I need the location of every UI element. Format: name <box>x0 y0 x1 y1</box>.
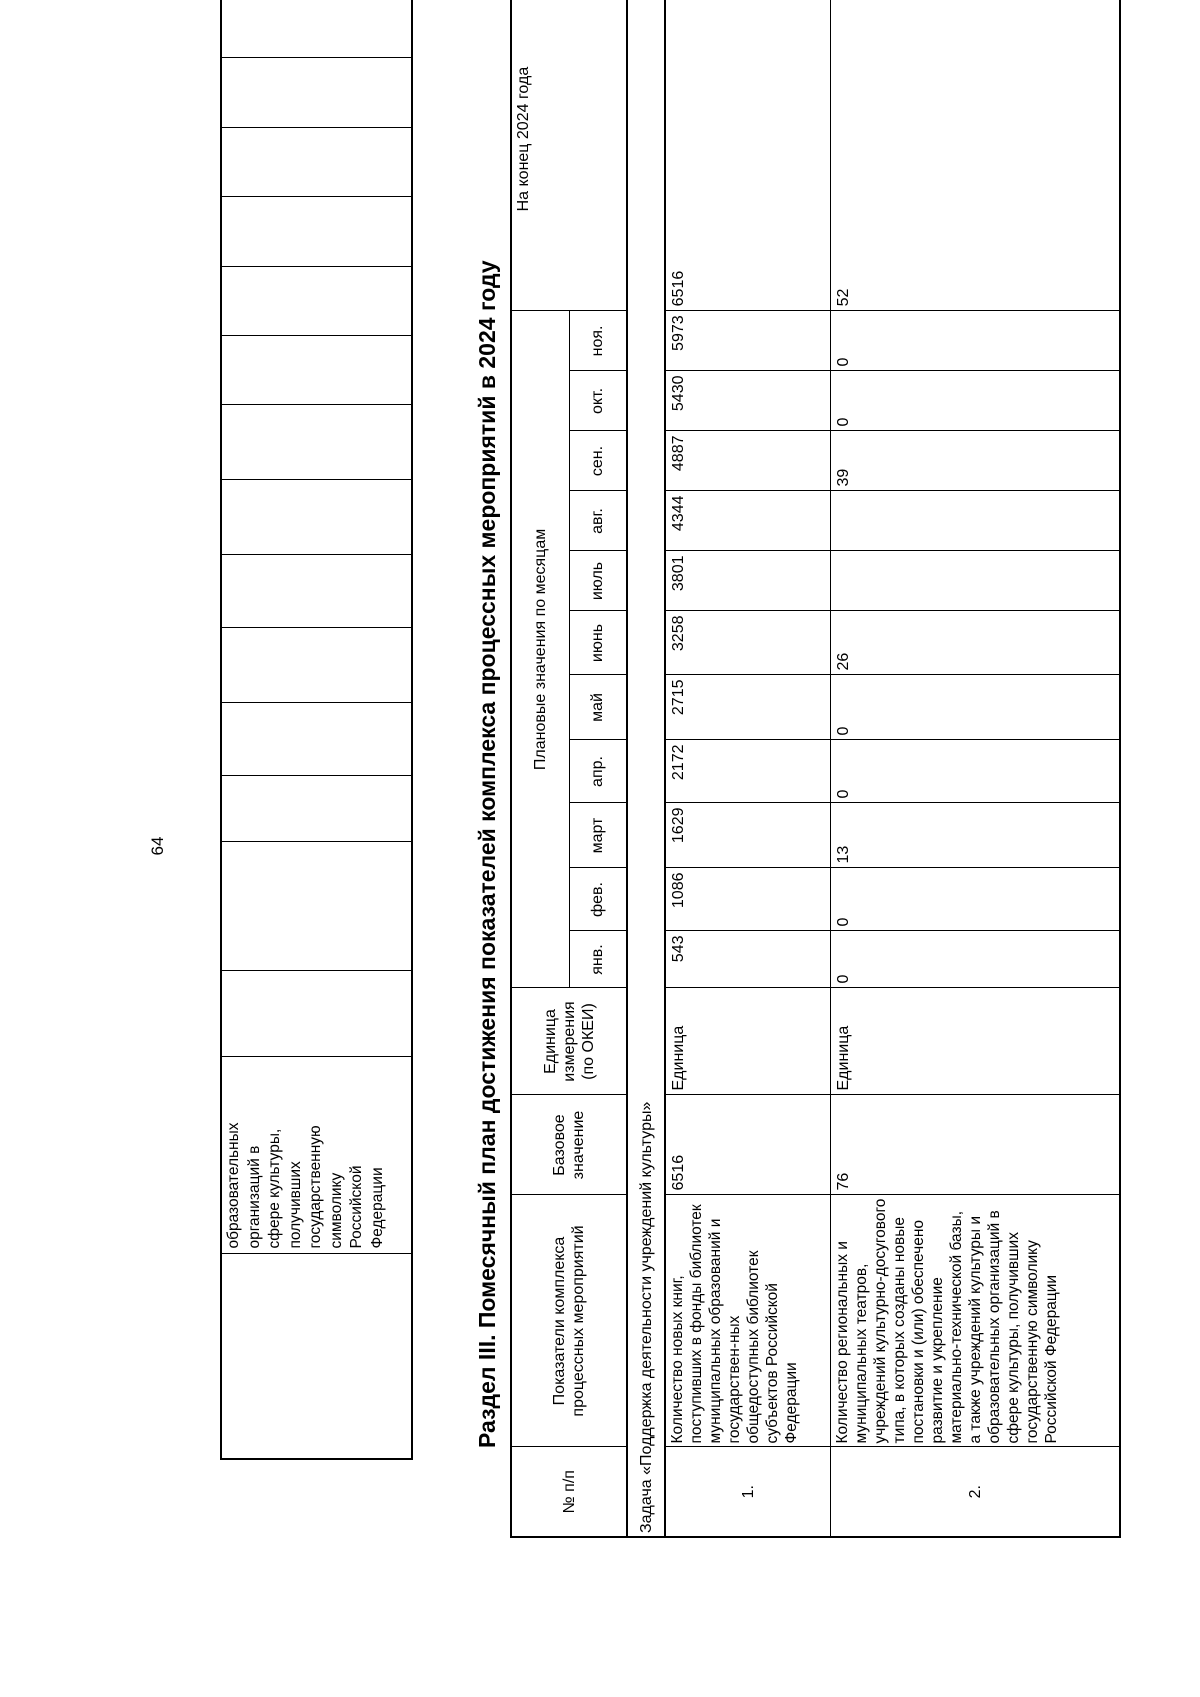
row-indicator: Количество новых книг, поступивших в фонды библиотек муниципальных образований и государствен-ных общедоступных библиотек субъектов Российской Федерации <box>665 1195 831 1447</box>
header-month-nov: ноя. <box>569 311 627 371</box>
row-base-value: 76 <box>831 1095 1121 1195</box>
header-indicator: Показатели комплекса процессных мероприятий <box>511 1195 627 1447</box>
prev-table-cell <box>221 702 412 775</box>
row-month-value: 4344 <box>665 491 831 551</box>
header-month-feb: фев. <box>569 868 627 931</box>
header-num: № п/п <box>511 1447 627 1537</box>
row-month-value: 1086 <box>665 868 831 931</box>
prev-table-cell <box>221 127 412 196</box>
header-month-may: май <box>569 675 627 740</box>
row-month-value: 2715 <box>665 675 831 740</box>
header-month-oct: окт. <box>569 371 627 431</box>
prev-table-cell <box>221 627 412 702</box>
row-number: 2. <box>831 1447 1121 1537</box>
row-month-value <box>831 491 1121 551</box>
row-month-value: 0 <box>831 868 1121 931</box>
prev-table-cell <box>221 775 412 841</box>
prev-table-cell <box>221 841 412 971</box>
row-month-value: 5430 <box>665 371 831 431</box>
header-monthly-values: Плановые значения по месяцам <box>511 311 569 988</box>
row-month-value: 0 <box>831 675 1121 740</box>
header-month-sep: сен. <box>569 431 627 491</box>
header-month-aug: авг. <box>569 491 627 551</box>
prev-table-cell <box>221 266 412 335</box>
row-month-value: 0 <box>831 311 1121 371</box>
row-month-value: 3801 <box>665 551 831 611</box>
task-row: Задача «Поддержка деятельности учреждений культуры» <box>627 0 665 1537</box>
row-month-value: 0 <box>831 740 1121 803</box>
prev-table-cell <box>221 336 412 405</box>
row-indicator: Количество региональных и муниципальных театров, учреждений культурно-досугового типа, в которых созданы новые постановки и (или) обеспечено развитие и укрепление материально-технической базы, а также учреждений культуры и образовательных организаций в сфере культуры, получивших государственную символику Российской Федерации <box>831 1195 1121 1447</box>
prev-table-cell <box>221 1253 412 1459</box>
continued-table <box>220 0 413 1460</box>
monthly-plan-table <box>510 0 1121 1538</box>
prev-table-cell <box>221 971 412 1057</box>
header-base-value: Базовое значение <box>511 1095 627 1195</box>
prev-table-cell <box>221 0 412 58</box>
header-unit: Единица измерения (по ОКЕИ) <box>511 988 627 1095</box>
row-month-value: 3258 <box>665 611 831 675</box>
row-end-value: 52 <box>831 0 1121 311</box>
row-month-value: 5973 <box>665 311 831 371</box>
row-month-value: 13 <box>831 803 1121 868</box>
row-month-value: 4887 <box>665 431 831 491</box>
prev-table-cell <box>221 405 412 479</box>
prev-table-cell <box>221 197 412 266</box>
row-base-value: 6516 <box>665 1095 831 1195</box>
table-row <box>665 0 831 1537</box>
header-month-apr: апр. <box>569 740 627 803</box>
row-month-value <box>831 551 1121 611</box>
row-end-value: 6516 <box>665 0 831 311</box>
header-end-of-year: На конец 2024 года <box>511 0 627 311</box>
section-title: Раздел III. Помесячный план достижения показателей комплекса процессных мероприятий в 2024 году <box>474 260 500 1448</box>
row-unit: Единица <box>665 988 831 1095</box>
row-unit: Единица <box>831 988 1121 1095</box>
header-month-jan: янв. <box>569 931 627 988</box>
row-month-value: 39 <box>831 431 1121 491</box>
prev-table-cell <box>221 58 412 127</box>
table-row <box>831 0 1121 1537</box>
row-month-value: 0 <box>831 371 1121 431</box>
prev-table-description: образовательных организаций в сфере культуры, получивших государственную символику Российской Федерации <box>221 1056 412 1253</box>
header-month-jul: июль <box>569 551 627 611</box>
row-month-value: 1629 <box>665 803 831 868</box>
row-month-value: 26 <box>831 611 1121 675</box>
prev-table-cell <box>221 554 412 627</box>
row-month-value: 0 <box>831 931 1121 988</box>
row-month-value: 2172 <box>665 740 831 803</box>
header-month-mar: март <box>569 803 627 868</box>
prev-table-cell <box>221 479 412 554</box>
header-month-jun: июнь <box>569 611 627 675</box>
row-number: 1. <box>665 1447 831 1537</box>
row-month-value: 543 <box>665 931 831 988</box>
page-number: 64 <box>148 836 167 856</box>
